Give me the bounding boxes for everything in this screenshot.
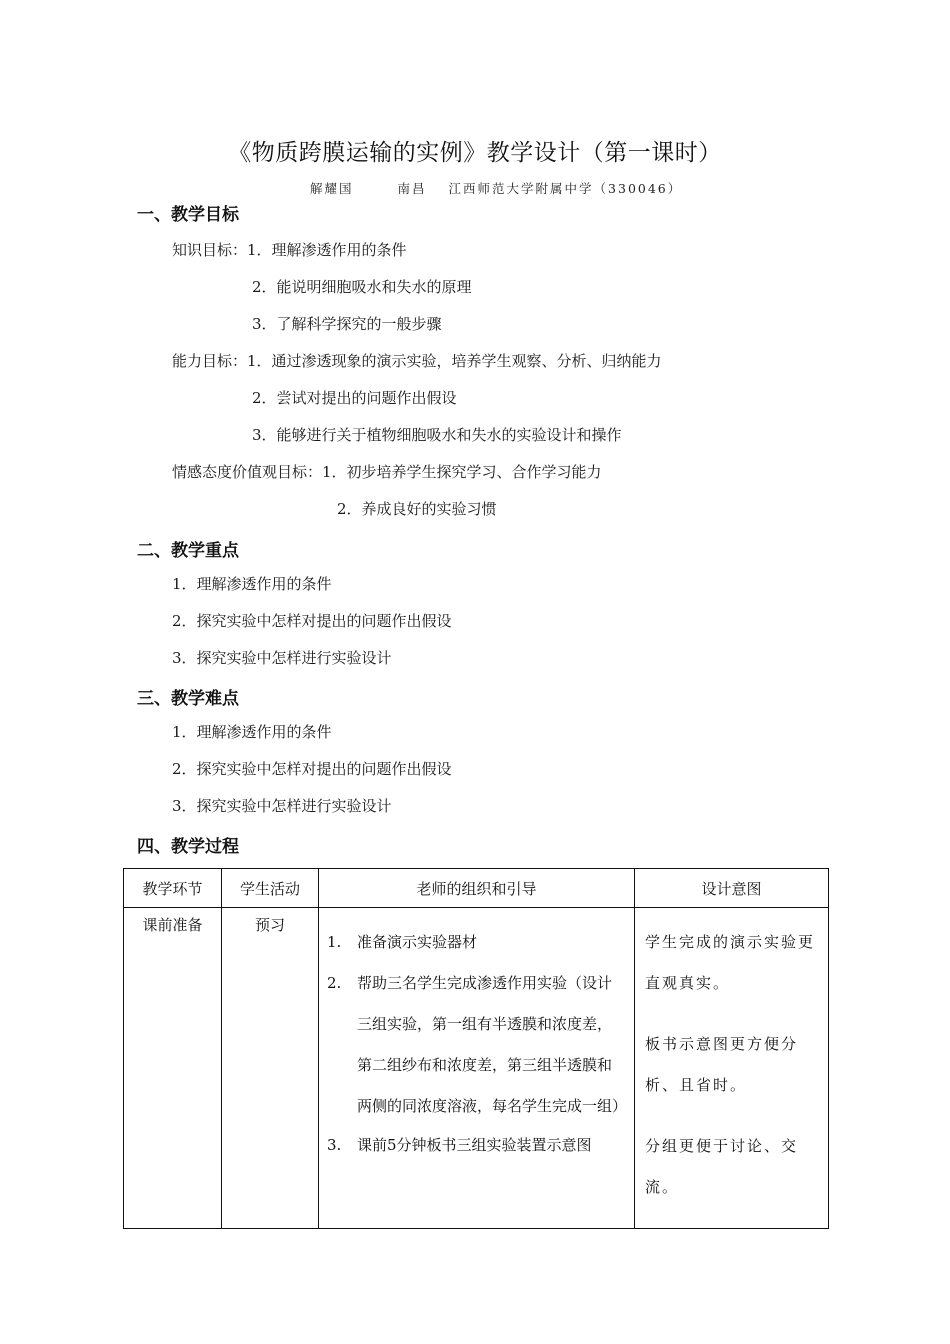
guidance-step: 2. 帮助三名学生完成渗透作用实验（设计三组实验，第一组有半透膜和浓度差，第二组纱布和浓度差，第三组半透膜和两侧的同浓度溶液，每名学生完成一组） xyxy=(327,974,628,1115)
ability-label: 能力目标： xyxy=(172,352,248,370)
knowledge-label: 知识目标： xyxy=(172,241,248,259)
author-name: 解耀国 xyxy=(310,181,354,196)
objective-item: 1．理解渗透作用的条件 xyxy=(247,241,407,259)
objective-item: 3．了解科学探究的一般步骤 xyxy=(252,315,442,333)
difficulty-item: 1．理解渗透作用的条件 xyxy=(172,723,332,741)
intent-cell xyxy=(635,908,829,1229)
author-line xyxy=(310,179,682,197)
emotion-label: 情感态度价值观目标： xyxy=(172,463,323,481)
section-heading-objectives: 一、教学目标 xyxy=(137,205,239,225)
guidance-cell xyxy=(319,908,635,1229)
difficulty-item: 2．探究实验中怎样对提出的问题作出假设 xyxy=(172,760,452,778)
activity-cell: 预习 xyxy=(222,908,319,1229)
column-header: 老师的组织和引导 xyxy=(319,869,635,908)
objective-line xyxy=(172,350,662,371)
guidance-step-list xyxy=(319,908,634,1163)
guidance-step: 1. 准备演示实验器材 xyxy=(327,933,478,951)
table-row xyxy=(124,908,829,1229)
guidance-step: 3. 课前5分钟板书三组实验装置示意图 xyxy=(327,1136,592,1154)
objective-item: 1．初步培养学生探究学习、合作学习能力 xyxy=(322,463,602,481)
objective-item: 3．能够进行关于植物细胞吸水和失水的实验设计和操作 xyxy=(252,426,622,444)
objective-line xyxy=(172,239,407,260)
stage-cell: 课前准备 xyxy=(124,908,222,1229)
author-city: 南昌 xyxy=(397,181,427,196)
column-header: 教学环节 xyxy=(124,869,222,908)
key-point-item: 2．探究实验中怎样对提出的问题作出假设 xyxy=(172,612,452,630)
difficulty-item: 3．探究实验中怎样进行实验设计 xyxy=(172,797,392,815)
teaching-process-table xyxy=(123,868,829,1229)
section-heading-process: 四、教学过程 xyxy=(137,837,239,857)
author-school: 江西师范大学附属中学（330046） xyxy=(448,181,683,196)
objective-item: 2．养成良好的实验习惯 xyxy=(337,500,497,518)
column-header: 学生活动 xyxy=(222,869,319,908)
objective-item: 2．能说明细胞吸水和失水的原理 xyxy=(252,278,472,296)
table-header-row xyxy=(124,869,829,908)
key-point-item: 3．探究实验中怎样进行实验设计 xyxy=(172,649,392,667)
objective-line xyxy=(172,461,602,482)
objective-item: 1．通过渗透现象的演示实验，培养学生观察、分析、归纳能力 xyxy=(247,352,662,370)
intent-text: 分组更便于讨论、交流。 xyxy=(645,1137,799,1196)
section-heading-key-points: 二、教学重点 xyxy=(137,541,239,561)
objective-item: 2．尝试对提出的问题作出假设 xyxy=(252,389,457,407)
key-point-item: 1．理解渗透作用的条件 xyxy=(172,575,332,593)
column-header: 设计意图 xyxy=(635,869,829,908)
section-heading-difficulties: 三、教学难点 xyxy=(137,689,239,709)
document-title: 《物质跨膜运输的实例》教学设计（第一课时） xyxy=(228,140,722,166)
intent-text: 板书示意图更方便分析、且省时。 xyxy=(645,1035,799,1094)
intent-text: 学生完成的演示实验更直观真实。 xyxy=(645,933,816,992)
